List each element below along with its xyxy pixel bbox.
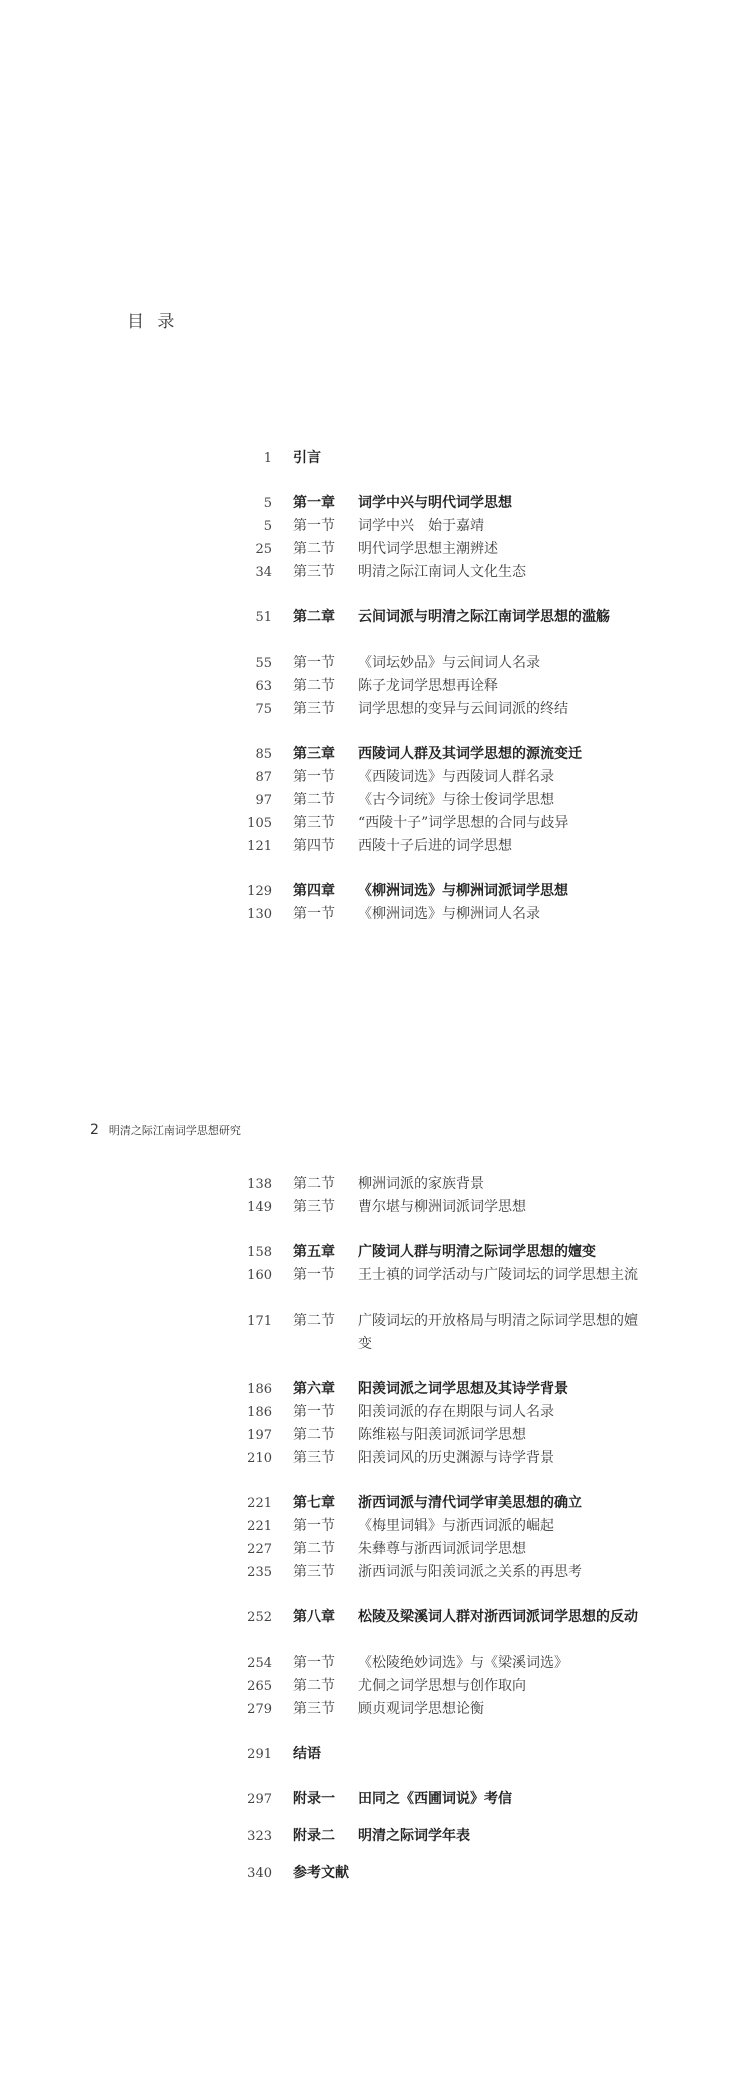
toc-section-entry (0, 652, 750, 675)
toc-page-number: 55 (255, 656, 272, 671)
toc-spacer (0, 1811, 750, 1825)
toc-page-number: 197 (247, 1428, 272, 1443)
book-title: 明清之际江南词学思想研究 (108, 1124, 241, 1137)
toc-entry-title: 顾贞观词学思想论衡 (358, 1701, 484, 1717)
toc-chapter-entry (0, 447, 750, 470)
toc-entry-label: 第七章 (293, 1495, 335, 1511)
toc-entry-label: 第一节 (293, 1267, 335, 1283)
toc-entry-label: 第二节 (293, 792, 335, 808)
toc-entry-title: 陈子龙词学思想再诠释 (358, 678, 498, 694)
toc-page-number: 186 (247, 1405, 272, 1420)
toc-entry-title: 阳羡词派之词学思想及其诗学背景 (358, 1381, 568, 1397)
toc-entry-label: 第一节 (293, 518, 335, 534)
toc-entry-title: 《松陵绝妙词选》与《梁溪词选》 (358, 1655, 568, 1671)
toc-chapter-entry (0, 1378, 750, 1401)
toc-entry-label: 附录二 (293, 1828, 335, 1844)
toc-spacer (0, 1470, 750, 1492)
toc-section-entry (0, 1698, 750, 1721)
toc-entry-label: 引言 (293, 450, 321, 466)
toc-entry-label: 第二节 (293, 1313, 335, 1329)
table-of-contents-part-2 (0, 1173, 750, 1885)
toc-section-entry (0, 1310, 750, 1356)
toc-entry-label: 第三节 (293, 815, 335, 831)
toc-page-number: 85 (255, 747, 272, 762)
toc-entry-title: “西陵十子”词学思想的合同与歧异 (358, 815, 569, 831)
toc-entry-title: 西陵十子后进的词学思想 (358, 838, 512, 854)
toc-entry-label: 第八章 (293, 1609, 335, 1625)
toc-chapter-entry (0, 1862, 750, 1885)
toc-entry-label: 第三节 (293, 564, 335, 580)
toc-entry-label: 第二章 (293, 609, 335, 625)
toc-page-number: 252 (247, 1610, 272, 1625)
toc-section-entry (0, 1538, 750, 1561)
toc-entry-title: 浙西词派与清代词学审美思想的确立 (358, 1495, 582, 1511)
toc-page-number: 105 (247, 816, 272, 831)
toc-page-number: 51 (255, 610, 272, 625)
toc-section-entry (0, 561, 750, 584)
toc-entry-title: 王士禛的词学活动与广陵词坛的词学思想主流 (358, 1267, 638, 1283)
toc-entry-label: 第一章 (293, 495, 335, 511)
toc-page-number: 221 (247, 1519, 272, 1534)
toc-entry-title: 尤侗之词学思想与创作取向 (358, 1678, 526, 1694)
toc-chapter-entry (0, 880, 750, 903)
toc-entry-title: 明清之际江南词人文化生态 (358, 564, 526, 580)
toc-entry-label: 第一节 (293, 769, 335, 785)
toc-spacer (0, 1766, 750, 1788)
toc-spacer (0, 721, 750, 743)
toc-page-number: 87 (255, 770, 272, 785)
toc-page-number: 171 (247, 1314, 272, 1329)
toc-chapter-entry (0, 1606, 750, 1652)
toc-entry-title: 《梅里词辑》与浙西词派的崛起 (358, 1518, 554, 1534)
toc-entry-label: 参考文献 (293, 1865, 349, 1881)
toc-entry-title: 明代词学思想主潮辨述 (358, 541, 498, 557)
toc-section-entry (0, 903, 750, 926)
toc-section-entry (0, 1196, 750, 1219)
toc-chapter-entry (0, 606, 750, 652)
toc-entry-label: 附录一 (293, 1791, 335, 1807)
toc-entry-label: 第一节 (293, 1518, 335, 1534)
toc-page-number: 265 (247, 1679, 272, 1694)
toc-page-number: 254 (247, 1656, 272, 1671)
toc-spacer (0, 1584, 750, 1606)
toc-section-entry (0, 835, 750, 858)
toc-section-entry (0, 812, 750, 835)
toc-section-entry (0, 766, 750, 789)
toc-page-number: 297 (247, 1792, 272, 1807)
toc-entry-title: 明清之际词学年表 (358, 1828, 470, 1844)
toc-entry-label: 第二节 (293, 541, 335, 557)
toc-section-entry (0, 1424, 750, 1447)
toc-entry-label: 第三章 (293, 746, 335, 762)
toc-entry-label: 第三节 (293, 1450, 335, 1466)
toc-page-number: 291 (247, 1747, 272, 1762)
toc-page-number: 279 (247, 1702, 272, 1717)
toc-entry-title: 田同之《西圃词说》考信 (358, 1791, 512, 1807)
toc-entry-title: 阳羡词风的历史渊源与诗学背景 (358, 1450, 554, 1466)
toc-entry-title: 词学思想的变异与云间词派的终结 (358, 701, 568, 717)
toc-page-number: 75 (255, 702, 272, 717)
toc-entry-title: 广陵词坛的开放格局与明清之际词学思想的嬗变 (358, 1313, 638, 1352)
toc-page-number: 210 (247, 1451, 272, 1466)
toc-entry-label: 第六章 (293, 1381, 335, 1397)
toc-section-entry (0, 1401, 750, 1424)
toc-page-number: 121 (247, 839, 272, 854)
toc-page-number: 340 (247, 1866, 272, 1881)
toc-chapter-entry (0, 1743, 750, 1766)
toc-chapter-entry (0, 1788, 750, 1811)
toc-chapter-entry (0, 743, 750, 766)
toc-page-number: 227 (247, 1542, 272, 1557)
toc-entry-title: 云间词派与明清之际江南词学思想的滥觞 (358, 609, 610, 625)
running-header (90, 1122, 241, 1138)
toc-section-entry (0, 1447, 750, 1470)
page-number: 2 (90, 1122, 99, 1138)
toc-section-entry (0, 1675, 750, 1698)
toc-page-number: 160 (247, 1268, 272, 1283)
toc-entry-label: 第一节 (293, 1404, 335, 1420)
toc-section-entry (0, 698, 750, 721)
toc-page-number: 158 (247, 1245, 272, 1260)
toc-entry-title: 词学中兴 始于嘉靖 (358, 518, 484, 534)
toc-page-number: 186 (247, 1382, 272, 1397)
toc-page-number: 221 (247, 1496, 272, 1511)
toc-entry-title: 浙西词派与阳羡词派之关系的再思考 (358, 1564, 582, 1580)
toc-page-number: 5 (263, 496, 272, 511)
toc-spacer (0, 1356, 750, 1378)
page-title: 目 录 (127, 312, 179, 332)
toc-entry-title: 《柳洲词选》与柳洲词人名录 (358, 906, 540, 922)
toc-chapter-entry (0, 1825, 750, 1848)
toc-entry-title: 柳洲词派的家族背景 (358, 1176, 484, 1192)
toc-section-entry (0, 789, 750, 812)
toc-entry-title: 《西陵词选》与西陵词人群名录 (358, 769, 554, 785)
toc-section-entry (0, 1515, 750, 1538)
toc-chapter-entry (0, 1241, 750, 1264)
toc-entry-title: 陈维崧与阳羡词派词学思想 (358, 1427, 526, 1443)
toc-section-entry (0, 1173, 750, 1196)
toc-section-entry (0, 1561, 750, 1584)
toc-spacer (0, 584, 750, 606)
table-of-contents-part-1 (0, 447, 750, 926)
toc-spacer (0, 1219, 750, 1241)
toc-entry-title: 朱彝尊与浙西词派词学思想 (358, 1541, 526, 1557)
toc-page-number: 138 (247, 1177, 272, 1192)
toc-page-number: 97 (255, 793, 272, 808)
toc-spacer (0, 1721, 750, 1743)
toc-entry-label: 第三节 (293, 1564, 335, 1580)
toc-entry-label: 第三节 (293, 1199, 335, 1215)
toc-page-number: 63 (255, 679, 272, 694)
toc-entry-title: 《柳洲词选》与柳洲词派词学思想 (358, 883, 568, 899)
toc-page-number: 25 (255, 542, 272, 557)
toc-section-entry (0, 675, 750, 698)
toc-entry-title: 阳羡词派的存在期限与词人名录 (358, 1404, 554, 1420)
toc-chapter-entry (0, 492, 750, 515)
toc-entry-title: 《词坛妙品》与云间词人名录 (358, 655, 540, 671)
toc-entry-label: 第二节 (293, 1678, 335, 1694)
toc-chapter-entry (0, 1492, 750, 1515)
toc-spacer (0, 858, 750, 880)
toc-entry-title: 松陵及梁溪词人群对浙西词派词学思想的反动 (358, 1609, 638, 1625)
toc-entry-label: 第二节 (293, 678, 335, 694)
toc-entry-label: 第一节 (293, 1655, 335, 1671)
toc-page-number: 130 (247, 907, 272, 922)
toc-entry-label: 第三节 (293, 1701, 335, 1717)
toc-section-entry (0, 538, 750, 561)
toc-entry-label: 第一节 (293, 655, 335, 671)
toc-entry-label: 第二节 (293, 1541, 335, 1557)
toc-entry-label: 第四节 (293, 838, 335, 854)
toc-entry-label: 结语 (293, 1746, 321, 1762)
toc-page-number: 5 (263, 519, 272, 534)
toc-entry-title: 西陵词人群及其词学思想的源流变迁 (358, 746, 582, 762)
toc-page-number: 1 (263, 451, 272, 466)
toc-page-number: 323 (247, 1829, 272, 1844)
toc-section-entry (0, 515, 750, 538)
toc-section-entry (0, 1264, 750, 1310)
toc-entry-title: 《古今词统》与徐士俊词学思想 (358, 792, 554, 808)
toc-entry-title: 广陵词人群与明清之际词学思想的嬗变 (358, 1244, 596, 1260)
toc-entry-label: 第二节 (293, 1176, 335, 1192)
toc-entry-label: 第三节 (293, 701, 335, 717)
toc-page-number: 34 (255, 565, 272, 580)
toc-page-number: 235 (247, 1565, 272, 1580)
toc-entry-title: 曹尔堪与柳洲词派词学思想 (358, 1199, 526, 1215)
toc-entry-label: 第一节 (293, 906, 335, 922)
toc-entry-label: 第五章 (293, 1244, 335, 1260)
toc-page-number: 149 (247, 1200, 272, 1215)
toc-entry-label: 第二节 (293, 1427, 335, 1443)
toc-spacer (0, 1848, 750, 1862)
toc-entry-title: 词学中兴与明代词学思想 (358, 495, 512, 511)
toc-section-entry (0, 1652, 750, 1675)
toc-page-number: 129 (247, 884, 272, 899)
toc-spacer (0, 470, 750, 492)
toc-entry-label: 第四章 (293, 883, 335, 899)
